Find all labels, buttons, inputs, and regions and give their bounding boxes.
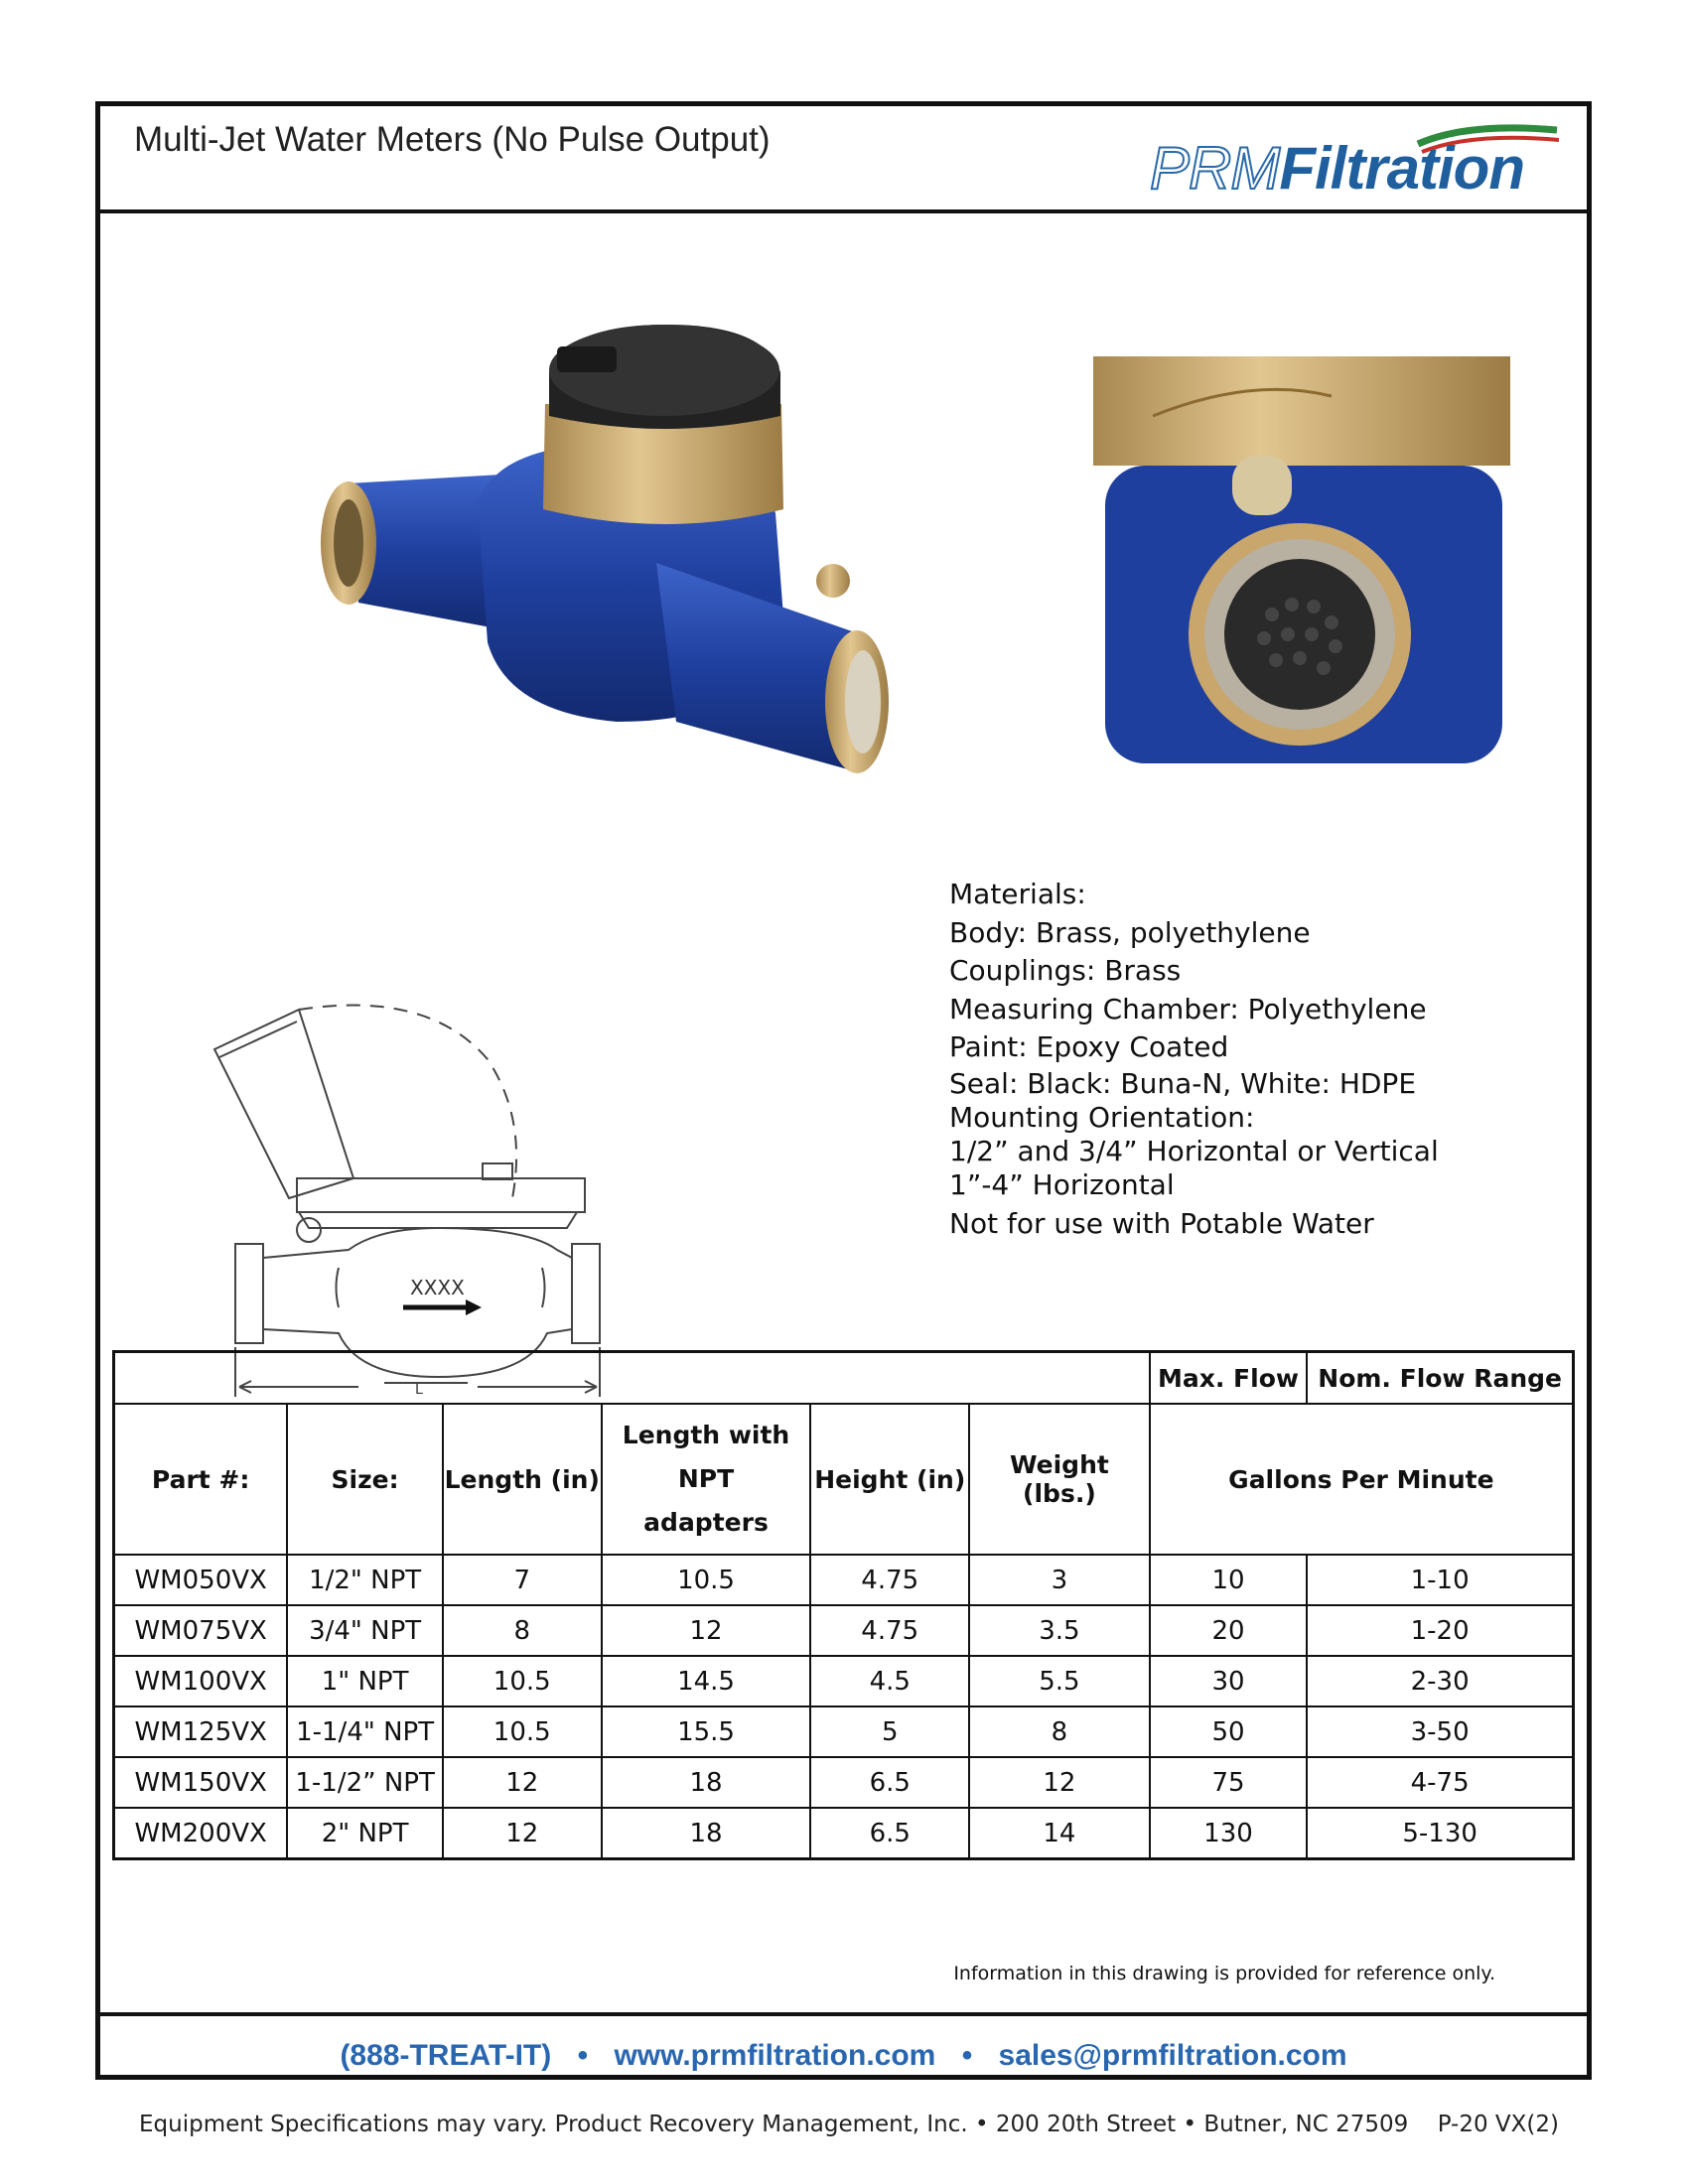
dial-label: XXXX <box>410 1276 465 1299</box>
table-row <box>114 1605 1574 1656</box>
table-cell: 3.5 <box>969 1605 1150 1656</box>
materials-line: Paint: Epoxy Coated <box>949 1030 1229 1063</box>
table-cell: 5 <box>810 1706 969 1757</box>
contact-divider <box>100 2012 1587 2016</box>
table-cell: 3-50 <box>1307 1706 1573 1757</box>
meter-end-view-photo <box>1093 337 1510 773</box>
separator-dot: • <box>961 2039 973 2072</box>
materials-line: Couplings: Brass <box>949 954 1182 987</box>
size-header: Size: <box>287 1404 443 1555</box>
table-cell: 8 <box>969 1706 1150 1757</box>
max-flow-header: Max. Flow <box>1150 1352 1308 1405</box>
table-cell: 12 <box>969 1757 1150 1808</box>
length-with-adapters-header: Length with NPT adapters <box>602 1404 811 1555</box>
table-row <box>114 1808 1574 1859</box>
table-cell: 30 <box>1150 1656 1308 1706</box>
table-cell: 20 <box>1150 1605 1308 1656</box>
table-cell: 12 <box>443 1757 602 1808</box>
height-header: Height (in) <box>810 1404 969 1555</box>
table-cell: 10.5 <box>602 1555 811 1605</box>
gallons-per-minute-header: Gallons Per Minute <box>1150 1404 1574 1555</box>
table-cell: 3/4" NPT <box>287 1605 443 1656</box>
table-cell: 130 <box>1150 1808 1308 1859</box>
table-cell: 4.75 <box>810 1605 969 1656</box>
table-cell: 1-20 <box>1307 1605 1573 1656</box>
company-logo <box>1150 116 1567 200</box>
length-header: Length (in) <box>443 1404 602 1555</box>
meter-dimension-drawing <box>150 881 676 1417</box>
table-cell: 1-1/2” NPT <box>287 1757 443 1808</box>
footer-page-code: P-20 VX(2) <box>1437 2112 1559 2137</box>
water-meter-photo <box>239 305 934 861</box>
table-cell: 1-10 <box>1307 1555 1573 1605</box>
logo-filtration: Filtration <box>1279 135 1524 202</box>
table-row <box>114 1555 1574 1605</box>
length-label: L <box>415 1382 423 1398</box>
logo-text <box>1150 134 1524 203</box>
materials-line: Body: Brass, polyethylene <box>949 915 1311 949</box>
table-cell: 8 <box>443 1605 602 1656</box>
table-cell: 10.5 <box>443 1656 602 1706</box>
materials-line: Measuring Chamber: Polyethylene <box>949 992 1427 1025</box>
materials-line: 1”-4” Horizontal <box>949 1167 1175 1201</box>
table-cell: WM050VX <box>114 1555 288 1605</box>
table-cell: 4.5 <box>810 1656 969 1706</box>
table-cell: 3 <box>969 1555 1150 1605</box>
table-cell: WM100VX <box>114 1656 288 1706</box>
table-cell: WM200VX <box>114 1808 288 1859</box>
table-cell: 2-30 <box>1307 1656 1573 1706</box>
materials-line: 1/2” and 3/4” Horizontal or Vertical <box>949 1134 1439 1167</box>
table-cell: 15.5 <box>602 1706 811 1757</box>
table-cell: 4.75 <box>810 1555 969 1605</box>
reference-note: Information in this drawing is provided for reference only. <box>953 1963 1495 1984</box>
table-cell: 6.5 <box>810 1757 969 1808</box>
table-cell: 18 <box>602 1808 811 1859</box>
table-cell: 1" NPT <box>287 1656 443 1706</box>
nom-flow-range-header: Nom. Flow Range <box>1307 1352 1573 1405</box>
materials-line: Mounting Orientation: <box>949 1100 1255 1134</box>
materials-line: Seal: Black: Buna-N, White: HDPE <box>949 1066 1417 1100</box>
table-cell: 6.5 <box>810 1808 969 1859</box>
table-cell: 12 <box>443 1808 602 1859</box>
website-link[interactable]: www.prmfiltration.com <box>614 2039 936 2072</box>
phone-number: (888-TREAT-IT) <box>340 2039 552 2072</box>
table-row <box>114 1706 1574 1757</box>
table-cell: 1/2" NPT <box>287 1555 443 1605</box>
table-cell: 75 <box>1150 1757 1308 1808</box>
materials-list <box>949 876 1439 1246</box>
specifications-table <box>112 1350 1575 1860</box>
table-cell: 5.5 <box>969 1656 1150 1706</box>
table-cell: 1-1/4" NPT <box>287 1706 443 1757</box>
table-cell: 50 <box>1150 1706 1308 1757</box>
table-cell: 14.5 <box>602 1656 811 1706</box>
footer-company-info: Equipment Specifications may vary. Product Recovery Management, Inc. • 200 20th Street • Butner, NC 27509 <box>139 2112 1409 2137</box>
table-cell: 2" NPT <box>287 1808 443 1859</box>
materials-heading: Materials: <box>949 878 1086 910</box>
separator-dot: • <box>577 2039 589 2072</box>
table-row <box>114 1757 1574 1808</box>
table-cell: 10 <box>1150 1555 1308 1605</box>
table-cell: 12 <box>602 1605 811 1656</box>
email-link[interactable]: sales@prmfiltration.com <box>998 2039 1347 2072</box>
contact-bar <box>100 2039 1587 2073</box>
page-title: Multi-Jet Water Meters (No Pulse Output) <box>134 120 771 159</box>
table-cell: WM075VX <box>114 1605 288 1656</box>
table-cell: 5-130 <box>1307 1808 1573 1859</box>
table-cell: 18 <box>602 1757 811 1808</box>
logo-prm: PRM <box>1150 135 1280 202</box>
table-row <box>114 1656 1574 1706</box>
header <box>100 106 1587 213</box>
weight-header: Weight (lbs.) <box>969 1404 1150 1555</box>
table-cell: 14 <box>969 1808 1150 1859</box>
table-cell: WM125VX <box>114 1706 288 1757</box>
table-cell: 4-75 <box>1307 1757 1573 1808</box>
spec-sheet-frame <box>95 101 1592 2080</box>
table-cell: 10.5 <box>443 1706 602 1757</box>
table-cell: WM150VX <box>114 1757 288 1808</box>
materials-line: Not for use with Potable Water <box>949 1206 1374 1240</box>
table-cell: 7 <box>443 1555 602 1605</box>
blank-header-cell <box>114 1352 1150 1405</box>
part-number-header: Part #: <box>114 1404 288 1555</box>
